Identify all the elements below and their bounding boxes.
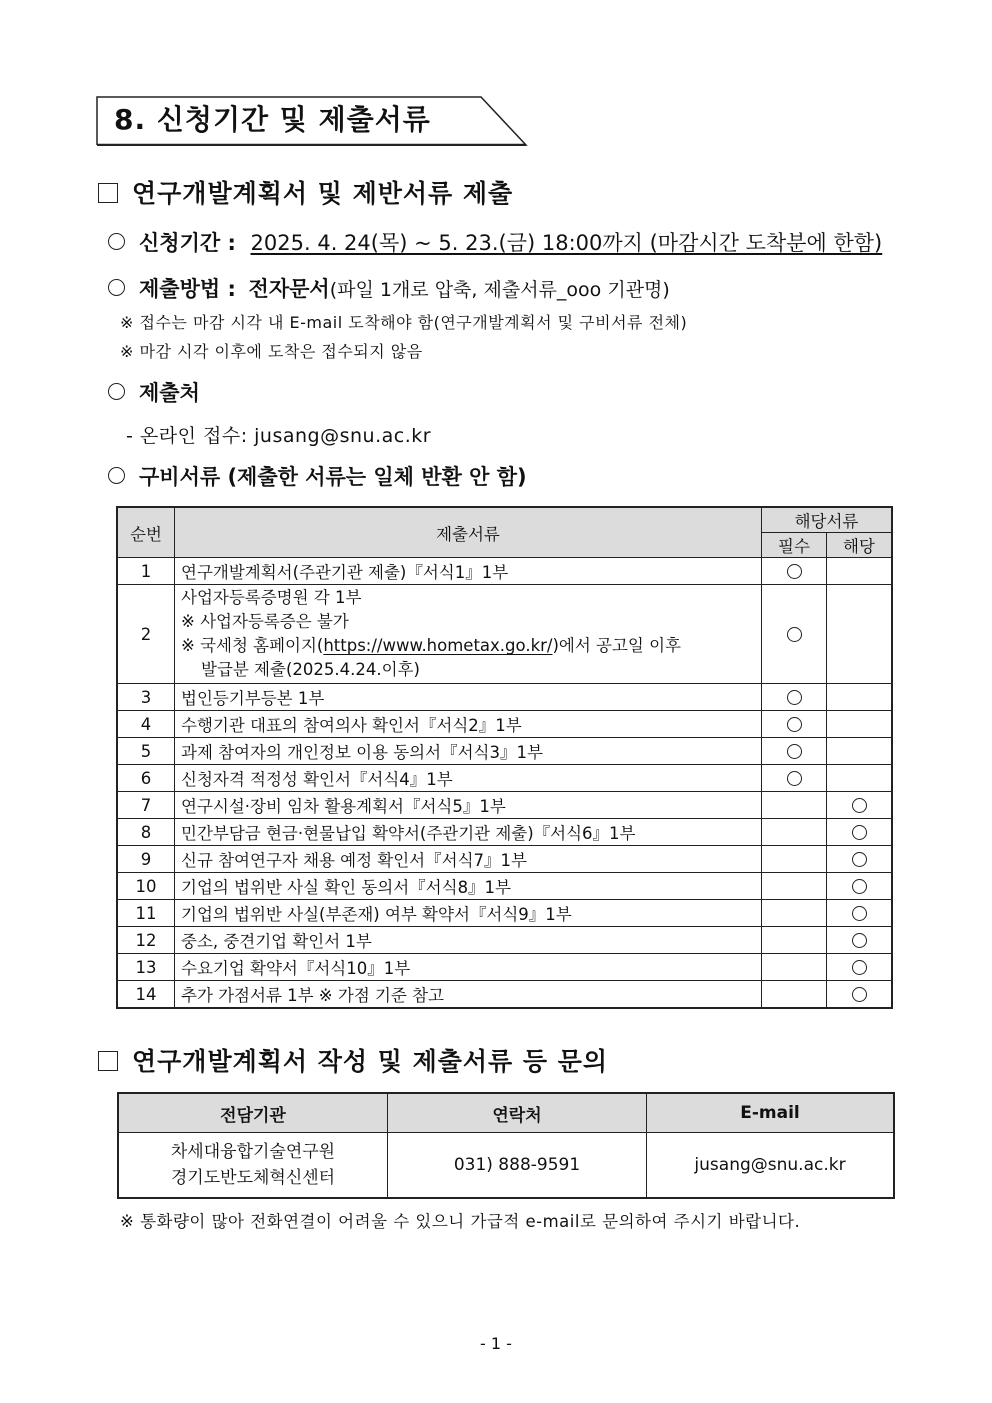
col-header-email: E-mail — [647, 1093, 895, 1133]
phone-cell: 031) 888-9591 — [388, 1133, 647, 1199]
hometax-link[interactable]: https://www.hometax.go.kr/ — [323, 636, 553, 655]
required-documents-table — [116, 506, 893, 1009]
row-number: 9 — [117, 846, 175, 873]
row2-line1: 사업자등록증명원 각 1부 — [181, 588, 362, 607]
applicable-cell — [827, 711, 893, 738]
row-doc: 신규 참여연구자 채용 예정 확인서『서식7』1부 — [175, 846, 762, 873]
row2-line3: ※ 국세청 홈페이지(https://www.hometax.go.kr/)에서 공고일 이후 — [181, 636, 681, 655]
table-row — [117, 927, 892, 954]
destination-item — [108, 379, 200, 407]
circle-mark-icon — [852, 852, 867, 867]
table-row — [117, 738, 892, 765]
destination-label: 제출처 — [139, 381, 200, 405]
table-row — [117, 873, 892, 900]
contact-table — [117, 1092, 895, 1199]
row-number: 7 — [117, 792, 175, 819]
row-doc: 기업의 법위반 사실(부존재) 여부 확약서『서식9』1부 — [175, 900, 762, 927]
docs-item — [108, 463, 527, 491]
row-number: 3 — [117, 684, 175, 711]
circle-mark-icon — [787, 690, 802, 705]
applicable-cell — [827, 846, 893, 873]
period-value: 2025. 4. 24(목) ~ 5. 23.(금) 18:00까지 (마감시간 도착분에 한함) — [250, 231, 883, 255]
method-detail: (파일 1개로 압축, 제출서류_ooo 기관명) — [329, 279, 670, 301]
circle-bullet-icon — [108, 233, 125, 250]
section-title: 8. 신청기간 및 제출서류 — [114, 103, 431, 136]
table-row — [117, 765, 892, 792]
circle-mark-icon — [852, 798, 867, 813]
row-number: 5 — [117, 738, 175, 765]
required-cell — [762, 792, 827, 819]
required-cell — [762, 873, 827, 900]
col-header-contact: 연락처 — [388, 1093, 647, 1133]
table-row — [117, 711, 892, 738]
row-doc: 과제 참여자의 개인정보 이용 동의서『서식3』1부 — [175, 738, 762, 765]
part2-heading: 연구개발계획서 작성 및 제출서류 등 문의 — [98, 1046, 608, 1078]
row-number: 8 — [117, 819, 175, 846]
method-item — [108, 275, 670, 304]
circle-mark-icon — [852, 825, 867, 840]
applicable-cell — [827, 585, 893, 684]
row-doc: 중소, 중견기업 확인서 1부 — [175, 927, 762, 954]
email-cell[interactable]: jusang@snu.ac.kr — [647, 1133, 895, 1199]
required-cell — [762, 738, 827, 765]
applicable-cell — [827, 738, 893, 765]
circle-mark-icon — [787, 564, 802, 579]
table-row — [117, 819, 892, 846]
circle-mark-icon — [852, 933, 867, 948]
row2-line4: 발급분 제출(2025.4.24.이후) — [201, 660, 420, 679]
required-cell — [762, 684, 827, 711]
checkbox-square-icon — [98, 1051, 118, 1071]
table-row — [117, 792, 892, 819]
col-header-no: 순번 — [117, 507, 175, 558]
col-header-agency: 전담기관 — [118, 1093, 388, 1133]
agency-cell — [118, 1133, 388, 1199]
circle-bullet-icon — [108, 383, 125, 400]
row-doc: 법인등기부등본 1부 — [175, 684, 762, 711]
required-cell — [762, 927, 827, 954]
applicable-cell — [827, 765, 893, 792]
contact-note: ※ 통화량이 많아 전화연결이 어려울 수 있으니 가급적 e-mail로 문의하여 주시기 바랍니다. — [120, 1212, 801, 1231]
required-cell — [762, 954, 827, 981]
circle-mark-icon — [787, 771, 802, 786]
agency-name-1: 차세대융합기술연구원 — [170, 1142, 336, 1162]
destination-detail: - 온라인 접수: jusang@snu.ac.kr — [126, 425, 432, 447]
row-number: 11 — [117, 900, 175, 927]
col-header-required: 필수 — [762, 533, 827, 558]
table-row — [117, 846, 892, 873]
applicable-cell — [827, 819, 893, 846]
table-row — [117, 558, 892, 585]
table-row — [117, 900, 892, 927]
circle-mark-icon — [852, 879, 867, 894]
page-number: - 1 - — [480, 1334, 512, 1353]
row-doc: 신청자격 적정성 확인서『서식4』1부 — [175, 765, 762, 792]
circle-mark-icon — [852, 987, 867, 1002]
table-row — [117, 585, 892, 684]
col-header-group: 해당서류 — [762, 507, 893, 533]
row-number: 10 — [117, 873, 175, 900]
circle-mark-icon — [852, 960, 867, 975]
row-number: 13 — [117, 954, 175, 981]
row-doc: 추가 가점서류 1부 ※ 가점 기준 참고 — [175, 981, 762, 1009]
docs-label: 구비서류 (제출한 서류는 일체 반환 안 함) — [139, 465, 527, 489]
applicable-cell — [827, 900, 893, 927]
row-doc: 기업의 법위반 사실 확인 동의서『서식8』1부 — [175, 873, 762, 900]
agency-name-2: 경기도반도체혁신센터 — [170, 1168, 336, 1188]
row-doc: 연구시설·장비 임차 활용계획서『서식5』1부 — [175, 792, 762, 819]
applicable-cell — [827, 954, 893, 981]
note-late: ※ 마감 시각 이후에 도착은 접수되지 않음 — [120, 342, 423, 361]
applicable-cell — [827, 558, 893, 585]
applicable-cell — [827, 873, 893, 900]
row-doc — [175, 585, 762, 684]
row-number: 6 — [117, 765, 175, 792]
applicable-cell — [827, 927, 893, 954]
required-cell — [762, 711, 827, 738]
applicable-cell — [827, 981, 893, 1009]
note-deadline: ※ 접수는 마감 시각 내 E-mail 도착해야 함(연구개발계획서 및 구비서류 전체) — [120, 313, 688, 332]
checkbox-square-icon — [98, 183, 118, 203]
row-number: 1 — [117, 558, 175, 585]
row-number: 4 — [117, 711, 175, 738]
required-cell — [762, 585, 827, 684]
method-value: 전자문서 — [248, 277, 330, 301]
col-header-applicable: 해당 — [827, 533, 893, 558]
method-label: 제출방법 : — [139, 277, 236, 301]
table-row — [117, 684, 892, 711]
table-row — [117, 954, 892, 981]
circle-mark-icon — [787, 744, 802, 759]
required-cell — [762, 765, 827, 792]
period-item — [108, 229, 882, 257]
row-number: 14 — [117, 981, 175, 1009]
required-cell — [762, 846, 827, 873]
part1-heading: 연구개발계획서 및 제반서류 제출 — [98, 178, 513, 210]
circle-mark-icon — [852, 906, 867, 921]
table-row — [117, 981, 892, 1009]
circle-mark-icon — [787, 717, 802, 732]
row-doc: 민간부담금 현금·현물납입 확약서(주관기관 제출)『서식6』1부 — [175, 819, 762, 846]
row-doc: 수행기관 대표의 참여의사 확인서『서식2』1부 — [175, 711, 762, 738]
circle-bullet-icon — [108, 279, 125, 296]
row-number: 12 — [117, 927, 175, 954]
col-header-doc: 제출서류 — [175, 507, 762, 558]
row2-line2: ※ 사업자등록증은 불가 — [181, 612, 349, 631]
circle-mark-icon — [787, 627, 802, 642]
required-cell — [762, 900, 827, 927]
applicable-cell — [827, 684, 893, 711]
required-cell — [762, 558, 827, 585]
row-doc: 연구개발계획서(주관기관 제출)『서식1』1부 — [175, 558, 762, 585]
period-label: 신청기간 : — [139, 231, 236, 255]
row-doc: 수요기업 확약서『서식10』1부 — [175, 954, 762, 981]
required-cell — [762, 819, 827, 846]
row-number: 2 — [117, 585, 175, 684]
circle-bullet-icon — [108, 467, 125, 484]
required-cell — [762, 981, 827, 1009]
applicable-cell — [827, 792, 893, 819]
